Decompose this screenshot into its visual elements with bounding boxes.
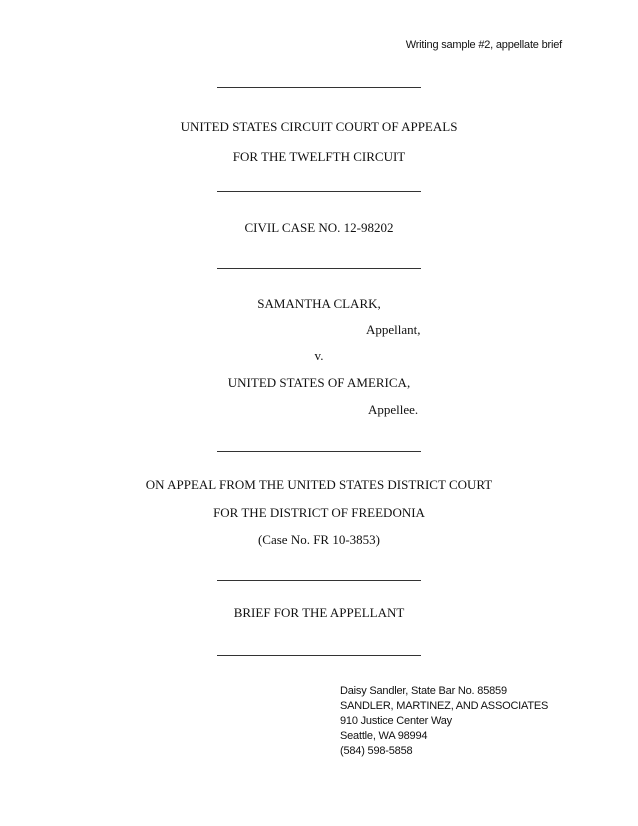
appellant-name: SAMANTHA CLARK, <box>257 296 381 311</box>
phone-number: (584) 598-5858 <box>340 745 413 757</box>
header-note: Writing sample #2, appellate brief <box>405 39 562 51</box>
appellant-role: Appellant, <box>366 322 421 337</box>
lower-court-case-number: (Case No. FR 10-3853) <box>257 532 381 547</box>
city-state-zip: Seattle, WA 98994 <box>340 730 428 742</box>
appeal-line-1: ON APPEAL FROM THE UNITED STATES DISTRICT COURT <box>145 477 493 492</box>
attorney-name: Daisy Sandler, State Bar No. 85859 <box>340 685 507 697</box>
case-number: CIVIL CASE NO. 12-98202 <box>244 220 394 235</box>
divider-rule-4 <box>217 451 421 452</box>
court-name: UNITED STATES CIRCUIT COURT OF APPEALS <box>180 119 458 134</box>
appellee-role: Appellee. <box>368 402 419 417</box>
firm-name: SANDLER, MARTINEZ, AND ASSOCIATES <box>340 700 549 712</box>
street-address: 910 Justice Center Way <box>340 715 452 727</box>
appeal-line-2: FOR THE DISTRICT OF FREEDONIA <box>213 505 425 520</box>
divider-rule-3 <box>217 268 421 269</box>
brief-title: BRIEF FOR THE APPELLANT <box>233 605 405 620</box>
divider-rule-1 <box>217 87 421 88</box>
signature-block <box>340 684 548 759</box>
appellee-name: UNITED STATES OF AMERICA, <box>227 375 411 390</box>
court-circuit: FOR THE TWELFTH CIRCUIT <box>232 149 406 164</box>
divider-rule-2 <box>217 191 421 192</box>
divider-rule-5 <box>217 580 421 581</box>
versus: v. <box>314 348 324 363</box>
divider-rule-6 <box>217 655 421 656</box>
